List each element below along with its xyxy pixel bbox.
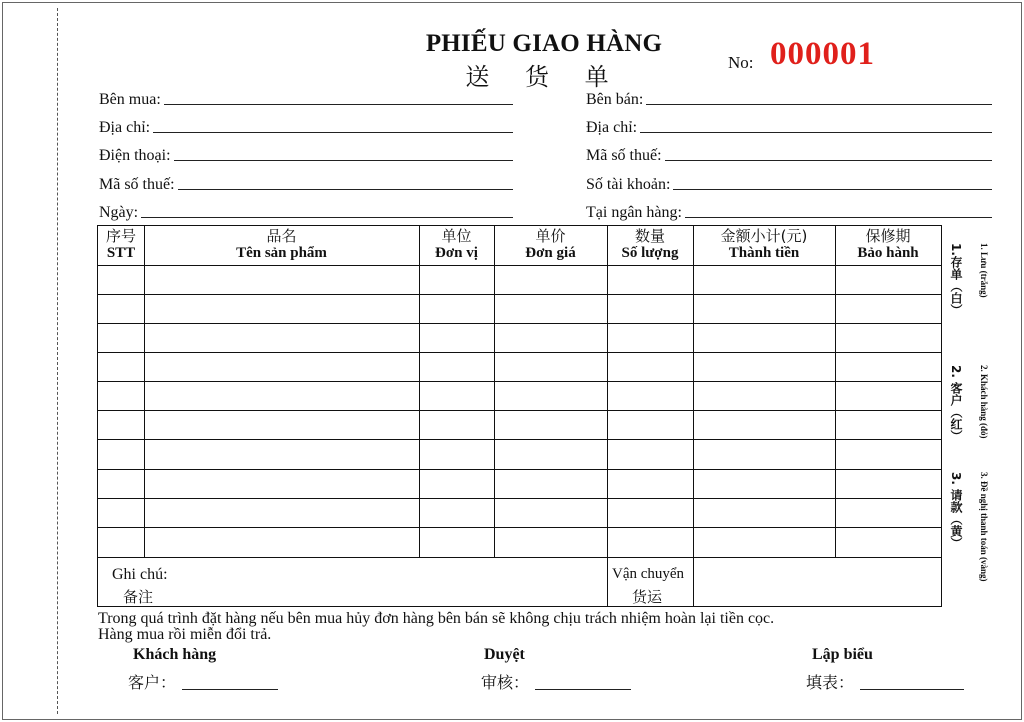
buyer-tax-label: Mã số thuế: bbox=[99, 176, 175, 193]
col-divider bbox=[693, 226, 694, 607]
col-header-unit-price: 单价 Đơn giá bbox=[525, 227, 576, 261]
items-table bbox=[97, 225, 942, 607]
row-divider bbox=[98, 352, 941, 353]
form-subtitle-chinese: 送 货 单 bbox=[465, 63, 623, 91]
maker-signature-line[interactable] bbox=[860, 688, 964, 690]
seller-account-label: Số tài khoản: bbox=[586, 176, 671, 193]
copy1-chinese: 1.存单（白） bbox=[949, 243, 963, 316]
col-header-stt: 序号 STT bbox=[105, 227, 136, 261]
seller-address-field[interactable] bbox=[586, 117, 992, 137]
maker-signature-label: 填表： bbox=[806, 673, 855, 692]
col-divider bbox=[419, 226, 420, 557]
terms-text bbox=[98, 611, 774, 643]
shipping-label-chinese: 货运 bbox=[632, 588, 663, 606]
col-divider bbox=[494, 226, 495, 557]
approve-signature-field[interactable] bbox=[481, 670, 631, 693]
form-title: PHIẾU GIAO HÀNG bbox=[425, 30, 663, 57]
buyer-address-field[interactable] bbox=[99, 117, 513, 137]
buyer-address-line[interactable] bbox=[153, 132, 513, 133]
perforation-line bbox=[57, 8, 58, 714]
col-header-amount: 金额小计(元) Thành tiền bbox=[720, 227, 808, 261]
serial-number-label: No: bbox=[728, 53, 754, 72]
buyer-phone-field[interactable] bbox=[99, 145, 513, 165]
seller-name-line[interactable] bbox=[646, 104, 992, 105]
date-line[interactable] bbox=[141, 217, 513, 218]
approve-signature-line[interactable] bbox=[535, 688, 631, 690]
seller-tax-label: Mã số thuế: bbox=[586, 147, 662, 164]
copy1-vietnamese: 1. Lưu (trắng) bbox=[979, 243, 989, 298]
buyer-phone-label: Điện thoại: bbox=[99, 147, 171, 164]
seller-bank-line[interactable] bbox=[685, 217, 992, 218]
col-divider bbox=[607, 226, 608, 607]
footer-divider bbox=[98, 557, 941, 558]
buyer-tax-line[interactable] bbox=[178, 189, 513, 190]
col-divider bbox=[835, 226, 836, 557]
col-header-warranty: 保修期 Bảo hành bbox=[857, 227, 919, 261]
header-divider bbox=[98, 265, 941, 266]
row-divider bbox=[98, 410, 941, 411]
serial-number: 000001 bbox=[770, 36, 875, 72]
seller-tax-field[interactable] bbox=[586, 145, 992, 165]
seller-bank-label: Tại ngân hàng: bbox=[586, 204, 682, 221]
buyer-address-label: Địa chỉ: bbox=[99, 119, 151, 136]
row-divider bbox=[98, 323, 941, 324]
terms-line-1: Trong quá trình đặt hàng nếu bên mua hủy đơn hàng bên bán sẽ không chịu trách nhiệm hoàn lại tiền cọc. bbox=[98, 610, 775, 627]
seller-account-line[interactable] bbox=[673, 189, 992, 190]
buyer-name-field[interactable] bbox=[99, 89, 513, 109]
maker-signature-field[interactable] bbox=[806, 670, 964, 693]
maker-signature-title: Lập biểu bbox=[812, 646, 873, 663]
customer-signature-label: 客户： bbox=[128, 673, 177, 692]
approve-signature-label: 审核： bbox=[481, 673, 530, 692]
approve-signature-title: Duyệt bbox=[484, 646, 525, 663]
buyer-tax-field[interactable] bbox=[99, 174, 513, 194]
date-label: Ngày: bbox=[99, 204, 139, 221]
buyer-phone-line[interactable] bbox=[174, 160, 513, 161]
buyer-name-line[interactable] bbox=[164, 104, 513, 105]
row-divider bbox=[98, 381, 941, 382]
customer-signature-field[interactable] bbox=[128, 670, 278, 693]
seller-address-label: Địa chỉ: bbox=[586, 119, 638, 136]
seller-name-label: Bên bán: bbox=[586, 91, 644, 108]
customer-signature-line[interactable] bbox=[182, 688, 278, 690]
col-header-product: 品名 Tên sản phẩm bbox=[236, 227, 327, 261]
copy2-chinese: 2. 客户（红） bbox=[949, 365, 963, 443]
seller-name-field[interactable] bbox=[586, 89, 992, 109]
seller-address-line[interactable] bbox=[640, 132, 992, 133]
date-field[interactable] bbox=[99, 202, 513, 222]
seller-tax-line[interactable] bbox=[665, 160, 992, 161]
copy3-vietnamese: 3. Đề nghị thanh toán (vàng) bbox=[979, 472, 989, 582]
row-divider bbox=[98, 498, 941, 499]
row-divider bbox=[98, 294, 941, 295]
row-divider bbox=[98, 439, 941, 440]
shipping-label: Vận chuyển bbox=[612, 566, 685, 582]
note-label-chinese: 备注 bbox=[123, 588, 154, 606]
buyer-name-label: Bên mua: bbox=[99, 91, 161, 108]
copy2-vietnamese: 2. Khách hàng (đỏ) bbox=[979, 365, 989, 439]
customer-signature-title: Khách hàng bbox=[133, 646, 217, 663]
row-divider bbox=[98, 469, 941, 470]
col-divider bbox=[144, 226, 145, 557]
terms-line-2: Hàng mua rồi miễn đổi trả. bbox=[98, 626, 272, 643]
col-header-quantity: 数量 Số lượng bbox=[621, 227, 679, 261]
seller-account-field[interactable] bbox=[586, 174, 992, 194]
seller-bank-field[interactable] bbox=[586, 202, 992, 222]
copy3-chinese: 3. 请款（黄） bbox=[949, 472, 963, 550]
col-header-unit: 单位 Đơn vị bbox=[435, 227, 478, 261]
row-divider bbox=[98, 527, 941, 528]
note-label: Ghi chú: bbox=[112, 566, 168, 583]
